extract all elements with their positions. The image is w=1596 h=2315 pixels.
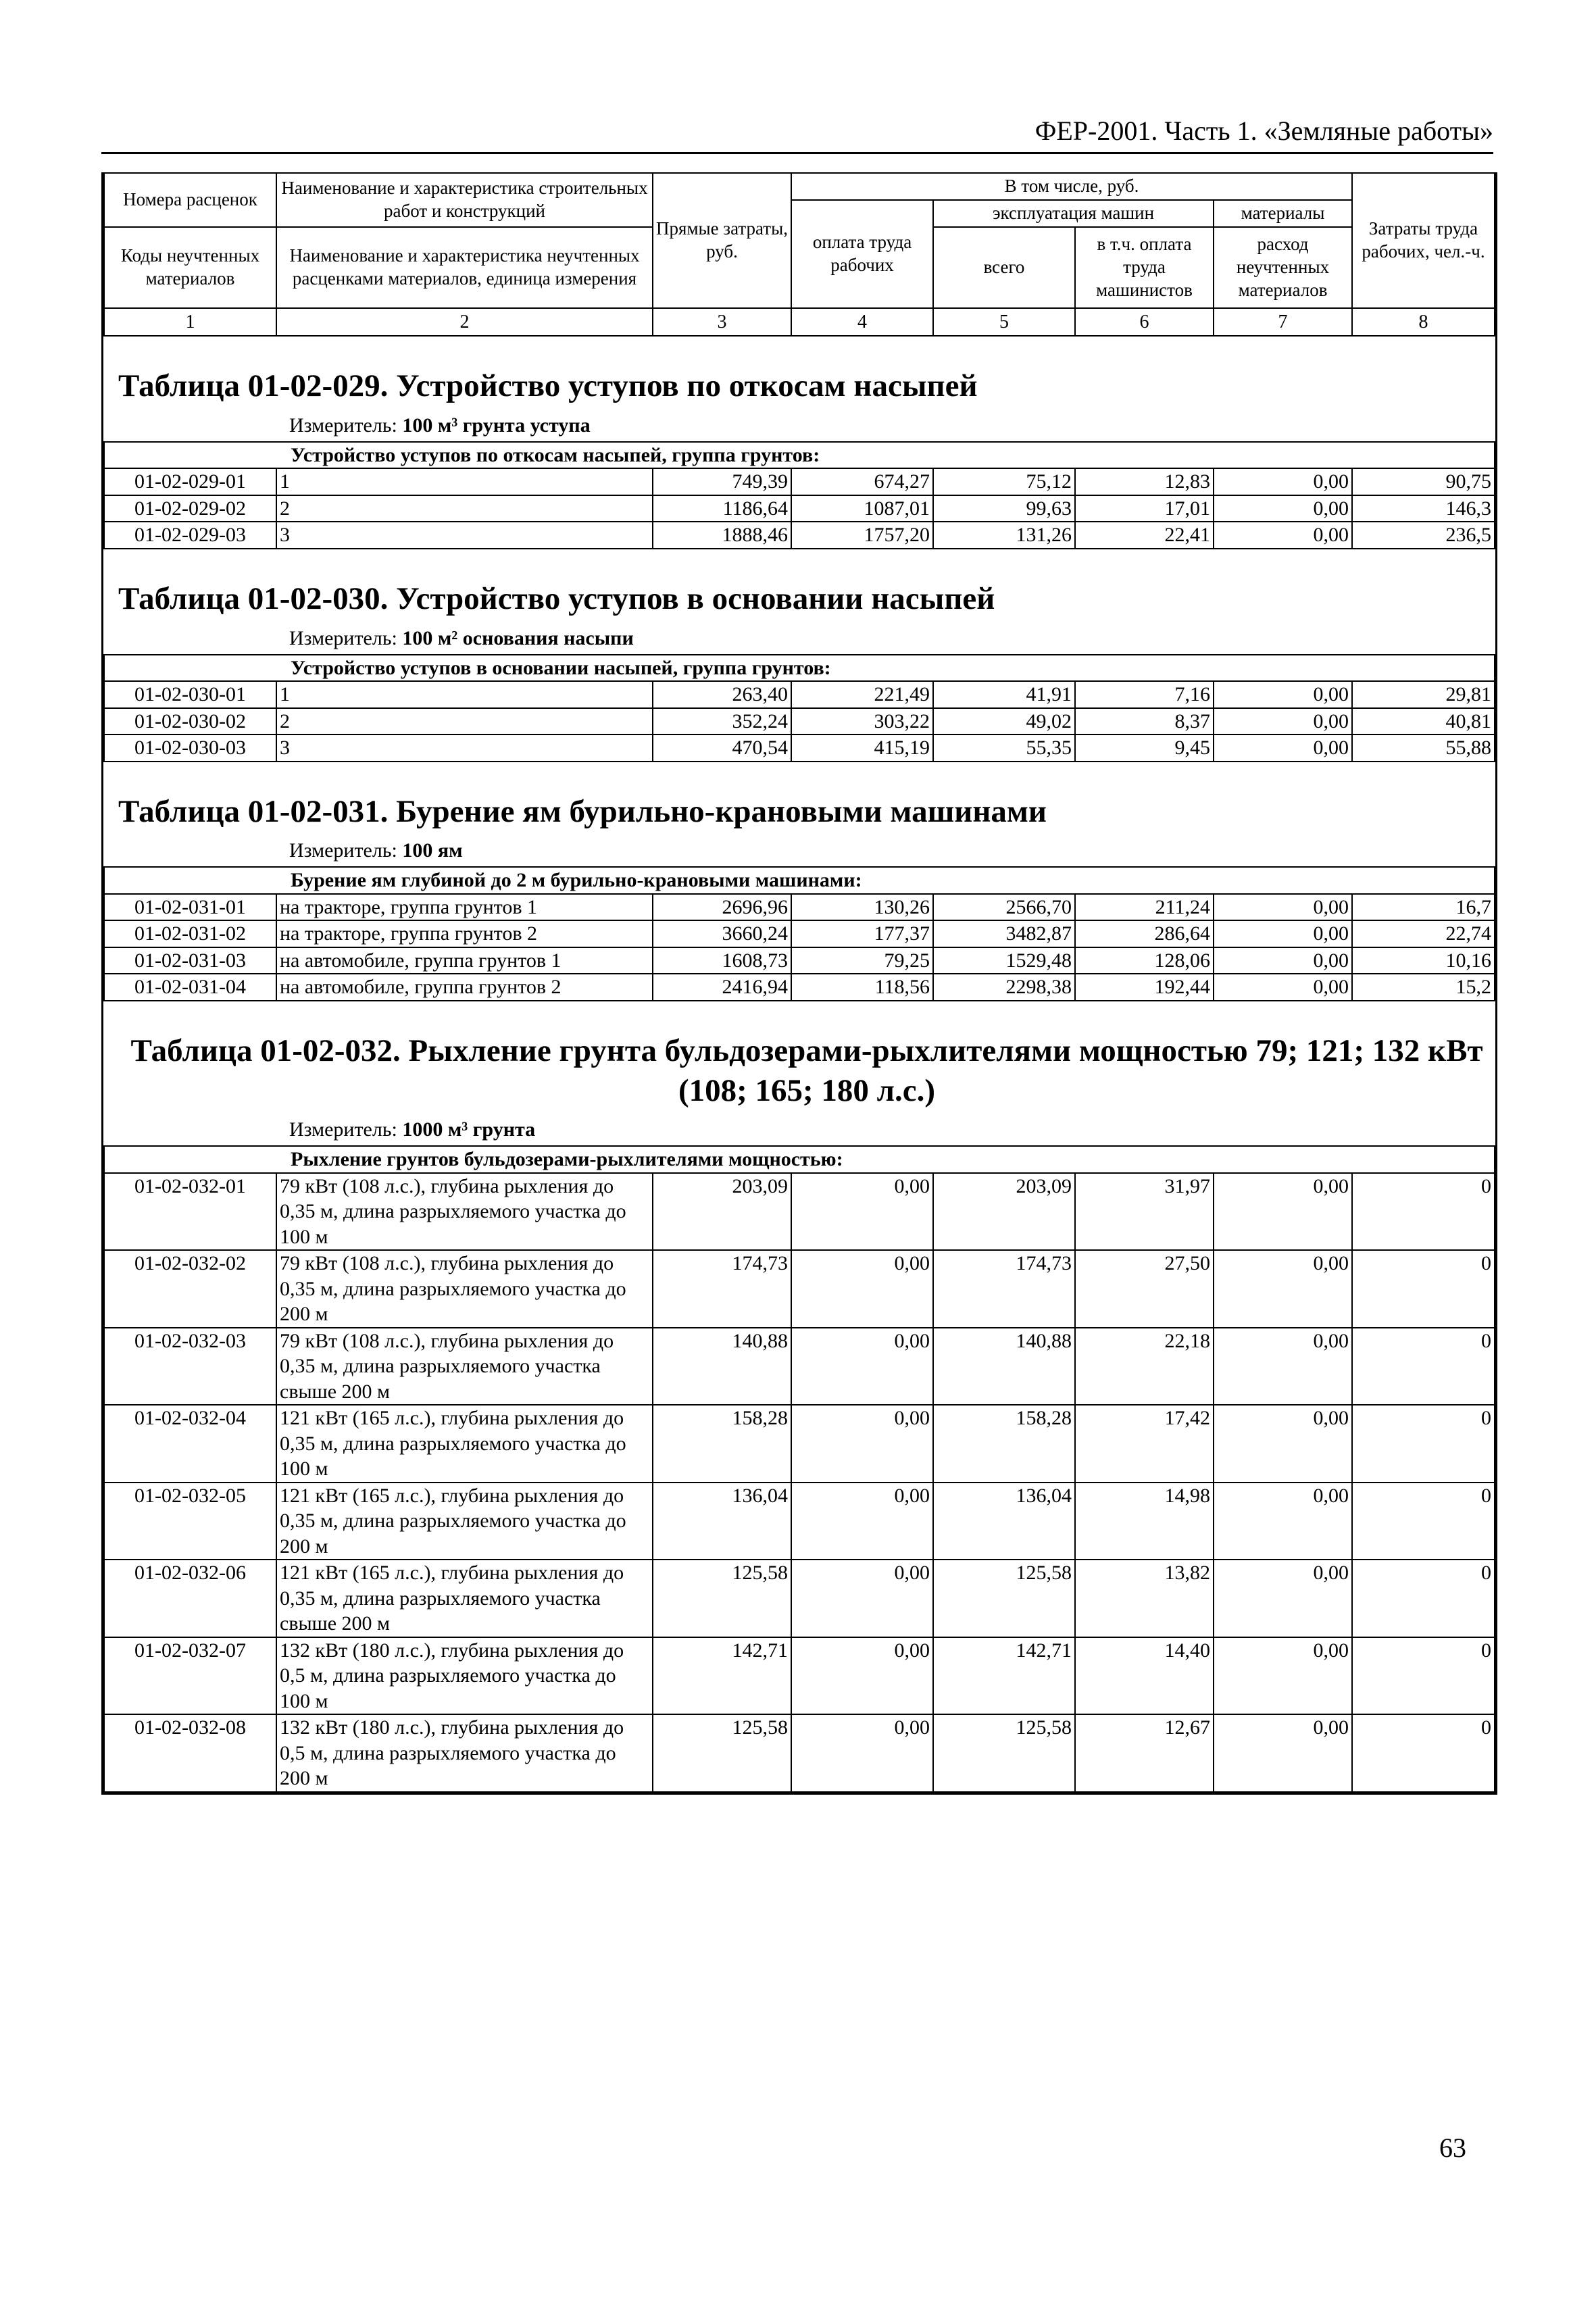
value-cell: 0,00	[1214, 920, 1352, 947]
value-cell: 118,56	[791, 974, 933, 1001]
table-row	[104, 735, 1495, 762]
value-cell: 0	[1352, 1714, 1495, 1792]
value-cell: 0,00	[1214, 1637, 1352, 1715]
work-description: 3	[276, 522, 653, 549]
work-description: 121 кВт (165 л.с.), глубина рыхления до 0,35 м, длина разрыхляемого участка свыше 200 м	[276, 1560, 653, 1637]
measurement-unit	[103, 623, 1495, 654]
col-header-materials: материалы	[1214, 200, 1352, 227]
value-cell: 0,00	[1214, 1483, 1352, 1560]
value-cell: 49,02	[933, 708, 1075, 735]
measurement-unit	[103, 1114, 1495, 1145]
measurement-unit-label: Измеритель:	[289, 839, 397, 862]
col-header-direct: Прямые затраты, руб.	[653, 173, 791, 308]
measurement-unit-value: 100 м² основания насыпи	[402, 626, 634, 649]
col-header-name: Наименование и характеристика строительных работ и конструкций	[276, 173, 653, 227]
value-cell: 674,27	[791, 468, 933, 495]
value-cell: 0,00	[1214, 495, 1352, 522]
work-description: 121 кВт (165 л.с.), глубина рыхления до 0,35 м, длина разрыхляемого участка до 200 м	[276, 1483, 653, 1560]
value-cell: 15,2	[1352, 974, 1495, 1001]
value-cell: 3660,24	[653, 920, 791, 947]
value-cell: 125,58	[653, 1714, 791, 1792]
value-cell: 303,22	[791, 708, 933, 735]
group-heading: Устройство уступов в основании насыпей, группа грунтов:	[104, 655, 1495, 682]
work-description: 121 кВт (165 л.с.), глубина рыхления до 0,35 м, длина разрыхляемого участка до 100 м	[276, 1405, 653, 1483]
table-row	[104, 894, 1495, 921]
value-cell: 1757,20	[791, 522, 933, 549]
rate-code: 01-02-029-01	[104, 468, 276, 495]
value-cell: 203,09	[933, 1173, 1075, 1251]
value-cell: 0,00	[1214, 708, 1352, 735]
work-description: 1	[276, 681, 653, 708]
work-description: 79 кВт (108 л.с.), глубина рыхления до 0,35 м, длина разрыхляемого участка до 100 м	[276, 1173, 653, 1251]
value-cell: 2416,94	[653, 974, 791, 1001]
table-row	[104, 974, 1495, 1001]
value-cell: 55,88	[1352, 735, 1495, 762]
value-cell: 128,06	[1075, 947, 1214, 974]
work-description: 2	[276, 495, 653, 522]
value-cell: 31,97	[1075, 1173, 1214, 1251]
work-description: на тракторе, группа грунтов 2	[276, 920, 653, 947]
value-cell: 90,75	[1352, 468, 1495, 495]
col-header-material-consumption: расход неучтенных материалов	[1214, 227, 1352, 308]
value-cell: 0,00	[1214, 1714, 1352, 1792]
value-cell: 125,58	[933, 1560, 1075, 1637]
value-cell: 22,74	[1352, 920, 1495, 947]
rate-code: 01-02-032-08	[104, 1714, 276, 1792]
value-cell: 0,00	[1214, 1173, 1352, 1251]
measurement-unit-label: Измеритель:	[289, 626, 397, 649]
rate-code: 01-02-032-04	[104, 1405, 276, 1483]
value-cell: 749,39	[653, 468, 791, 495]
rate-code: 01-02-032-03	[104, 1328, 276, 1405]
value-cell: 0,00	[791, 1250, 933, 1328]
column-header-table	[103, 172, 1495, 337]
rate-code: 01-02-031-01	[104, 894, 276, 921]
value-cell: 352,24	[653, 708, 791, 735]
value-cell: 0,00	[1214, 468, 1352, 495]
value-cell: 1186,64	[653, 495, 791, 522]
table-row	[104, 1405, 1495, 1483]
value-cell: 7,16	[1075, 681, 1214, 708]
table-title: Таблица 01-02-031. Бурение ям бурильно-крановыми машинами	[118, 793, 1047, 829]
value-cell: 10,16	[1352, 947, 1495, 974]
table-row	[104, 1483, 1495, 1560]
work-description: 79 кВт (108 л.с.), глубина рыхления до 0,35 м, длина разрыхляемого участка свыше 200 м	[276, 1328, 653, 1405]
work-description: 1	[276, 468, 653, 495]
group-row	[104, 867, 1495, 894]
value-cell: 0,00	[1214, 974, 1352, 1001]
value-cell: 12,83	[1075, 468, 1214, 495]
column-number: 6	[1075, 308, 1214, 336]
rate-code: 01-02-032-07	[104, 1637, 276, 1715]
col-header-labor: оплата труда рабочих	[791, 200, 933, 308]
measurement-unit-value: 100 ям	[402, 839, 463, 862]
value-cell: 9,45	[1075, 735, 1214, 762]
value-cell: 14,40	[1075, 1637, 1214, 1715]
work-description: 132 кВт (180 л.с.), глубина рыхления до 0,5 м, длина разрыхляемого участка до 100 м	[276, 1637, 653, 1715]
value-cell: 0,00	[1214, 681, 1352, 708]
value-cell: 0,00	[1214, 894, 1352, 921]
table-row	[104, 1328, 1495, 1405]
table-row	[104, 522, 1495, 549]
value-cell: 192,44	[1075, 974, 1214, 1001]
value-cell: 0,00	[791, 1328, 933, 1405]
table-row	[104, 1560, 1495, 1637]
value-cell: 2298,38	[933, 974, 1075, 1001]
value-cell: 203,09	[653, 1173, 791, 1251]
value-cell: 130,26	[791, 894, 933, 921]
rate-code: 01-02-032-01	[104, 1173, 276, 1251]
rate-code: 01-02-030-03	[104, 735, 276, 762]
value-cell: 14,98	[1075, 1483, 1214, 1560]
work-description: на тракторе, группа грунтов 1	[276, 894, 653, 921]
group-heading: Устройство уступов по откосам насыпей, группа грунтов:	[104, 442, 1495, 469]
column-number: 1	[104, 308, 276, 336]
value-cell: 1087,01	[791, 495, 933, 522]
value-cell: 16,7	[1352, 894, 1495, 921]
col-header-operators: в т.ч. оплата труда машинистов	[1075, 227, 1214, 308]
rate-code: 01-02-031-02	[104, 920, 276, 947]
value-cell: 0,00	[791, 1560, 933, 1637]
work-description: 132 кВт (180 л.с.), глубина рыхления до 0,5 м, длина разрыхляемого участка до 200 м	[276, 1714, 653, 1792]
value-cell: 177,37	[791, 920, 933, 947]
value-cell: 3482,87	[933, 920, 1075, 947]
table-title: Таблица 01-02-030. Устройство уступов в основании насыпей	[118, 580, 995, 616]
col-header-machines-total: всего	[933, 227, 1075, 308]
table-title: Таблица 01-02-029. Устройство уступов по откосам насыпей	[118, 368, 978, 403]
value-cell: 0,00	[791, 1405, 933, 1483]
measurement-unit-label: Измеритель:	[289, 414, 397, 437]
table-row	[104, 920, 1495, 947]
value-cell: 125,58	[933, 1714, 1075, 1792]
group-row	[104, 1146, 1495, 1173]
running-title: ФЕР-2001. Часть 1. «Земляные работы»	[101, 115, 1493, 154]
rate-code: 01-02-031-03	[104, 947, 276, 974]
value-cell: 22,41	[1075, 522, 1214, 549]
value-cell: 17,01	[1075, 495, 1214, 522]
value-cell: 140,88	[653, 1328, 791, 1405]
work-description: на автомобиле, группа грунтов 1	[276, 947, 653, 974]
work-description: на автомобиле, группа грунтов 2	[276, 974, 653, 1001]
value-cell: 174,73	[933, 1250, 1075, 1328]
price-table-block	[103, 549, 1495, 762]
group-row	[104, 655, 1495, 682]
rate-code: 01-02-031-04	[104, 974, 276, 1001]
value-cell: 8,37	[1075, 708, 1214, 735]
column-number: 3	[653, 308, 791, 336]
value-cell: 125,58	[653, 1560, 791, 1637]
work-description: 3	[276, 735, 653, 762]
rates-table	[103, 654, 1495, 762]
value-cell: 0,00	[1214, 1250, 1352, 1328]
col-header-machines: эксплуатация машин	[933, 200, 1214, 227]
value-cell: 221,49	[791, 681, 933, 708]
value-cell: 158,28	[933, 1405, 1075, 1483]
table-row	[104, 947, 1495, 974]
rate-code: 01-02-030-02	[104, 708, 276, 735]
value-cell: 211,24	[1075, 894, 1214, 921]
group-heading: Бурение ям глубиной до 2 м бурильно-крановыми машинами:	[104, 867, 1495, 894]
table-title: Таблица 01-02-032. Рыхление грунта бульдозерами-рыхлителями мощностью 79; 121; 132 кВт (108; 165; 180 л.с.)	[130, 1032, 1483, 1108]
value-cell: 0,00	[1214, 522, 1352, 549]
value-cell: 27,50	[1075, 1250, 1214, 1328]
value-cell: 99,63	[933, 495, 1075, 522]
value-cell: 131,26	[933, 522, 1075, 549]
value-cell: 17,42	[1075, 1405, 1214, 1483]
rate-code: 01-02-030-01	[104, 681, 276, 708]
table-row	[104, 468, 1495, 495]
work-description: 79 кВт (108 л.с.), глубина рыхления до 0,35 м, длина разрыхляемого участка до 200 м	[276, 1250, 653, 1328]
table-row	[104, 681, 1495, 708]
value-cell: 0	[1352, 1250, 1495, 1328]
value-cell: 0,00	[1214, 735, 1352, 762]
value-cell: 0,00	[791, 1483, 933, 1560]
table-row	[104, 1250, 1495, 1328]
price-table-block	[103, 762, 1495, 1001]
col-header-labor-hours: Затраты труда рабочих, чел.-ч.	[1352, 173, 1495, 308]
value-cell: 0,00	[791, 1173, 933, 1251]
table-row	[104, 1714, 1495, 1792]
value-cell: 142,71	[933, 1637, 1075, 1715]
document-sheet	[101, 172, 1497, 1795]
value-cell: 140,88	[933, 1328, 1075, 1405]
table-row	[104, 1173, 1495, 1251]
work-description: 2	[276, 708, 653, 735]
rates-table	[103, 866, 1495, 1001]
value-cell: 1888,46	[653, 522, 791, 549]
value-cell: 146,3	[1352, 495, 1495, 522]
value-cell: 236,5	[1352, 522, 1495, 549]
value-cell: 2696,96	[653, 894, 791, 921]
value-cell: 40,81	[1352, 708, 1495, 735]
rate-code: 01-02-032-05	[104, 1483, 276, 1560]
table-row	[104, 1637, 1495, 1715]
measurement-unit-value: 1000 м³ грунта	[402, 1118, 536, 1141]
column-number-row	[104, 308, 1495, 336]
price-table-block	[103, 337, 1495, 549]
measurement-unit	[103, 410, 1495, 441]
value-cell: 0,00	[791, 1637, 933, 1715]
col-header-material-codes: Коды неучтенных материалов	[104, 227, 276, 308]
rate-code: 01-02-029-03	[104, 522, 276, 549]
value-cell: 41,91	[933, 681, 1075, 708]
value-cell: 0,00	[1214, 1328, 1352, 1405]
value-cell: 79,25	[791, 947, 933, 974]
col-header-including: В том числе, руб.	[791, 173, 1352, 200]
col-header-code: Номера расценок	[104, 173, 276, 227]
value-cell: 136,04	[933, 1483, 1075, 1560]
value-cell: 0	[1352, 1405, 1495, 1483]
value-cell: 0	[1352, 1483, 1495, 1560]
value-cell: 263,40	[653, 681, 791, 708]
col-header-material-names: Наименование и характеристика неучтенных расценками материалов, единица измерения	[276, 227, 653, 308]
column-number: 5	[933, 308, 1075, 336]
value-cell: 0	[1352, 1560, 1495, 1637]
table-row	[104, 495, 1495, 522]
value-cell: 0,00	[791, 1714, 933, 1792]
measurement-unit-value: 100 м³ грунта уступа	[402, 414, 591, 437]
table-row	[104, 708, 1495, 735]
measurement-unit-label: Измеритель:	[289, 1118, 397, 1141]
value-cell: 0	[1352, 1173, 1495, 1251]
value-cell: 158,28	[653, 1405, 791, 1483]
value-cell: 0,00	[1214, 1560, 1352, 1637]
measurement-unit	[103, 835, 1495, 866]
page-number: 63	[1439, 2133, 1466, 2163]
value-cell: 75,12	[933, 468, 1075, 495]
value-cell: 0	[1352, 1637, 1495, 1715]
column-number: 4	[791, 308, 933, 336]
value-cell: 415,19	[791, 735, 933, 762]
group-row	[104, 442, 1495, 469]
rates-table	[103, 1145, 1495, 1793]
price-tables	[103, 337, 1495, 1793]
value-cell: 142,71	[653, 1637, 791, 1715]
value-cell: 1608,73	[653, 947, 791, 974]
value-cell: 55,35	[933, 735, 1075, 762]
rate-code: 01-02-032-02	[104, 1250, 276, 1328]
value-cell: 136,04	[653, 1483, 791, 1560]
value-cell: 13,82	[1075, 1560, 1214, 1637]
value-cell: 29,81	[1352, 681, 1495, 708]
column-number: 2	[276, 308, 653, 336]
column-number: 8	[1352, 308, 1495, 336]
rates-table	[103, 441, 1495, 549]
price-table-block	[103, 1001, 1495, 1793]
value-cell: 1529,48	[933, 947, 1075, 974]
value-cell: 174,73	[653, 1250, 791, 1328]
column-number: 7	[1214, 308, 1352, 336]
value-cell: 286,64	[1075, 920, 1214, 947]
value-cell: 12,67	[1075, 1714, 1214, 1792]
value-cell: 2566,70	[933, 894, 1075, 921]
value-cell: 0,00	[1214, 947, 1352, 974]
group-heading: Рыхление грунтов бульдозерами-рыхлителями мощностью:	[104, 1146, 1495, 1173]
rate-code: 01-02-032-06	[104, 1560, 276, 1637]
value-cell: 0	[1352, 1328, 1495, 1405]
value-cell: 0,00	[1214, 1405, 1352, 1483]
rate-code: 01-02-029-02	[104, 495, 276, 522]
value-cell: 22,18	[1075, 1328, 1214, 1405]
value-cell: 470,54	[653, 735, 791, 762]
